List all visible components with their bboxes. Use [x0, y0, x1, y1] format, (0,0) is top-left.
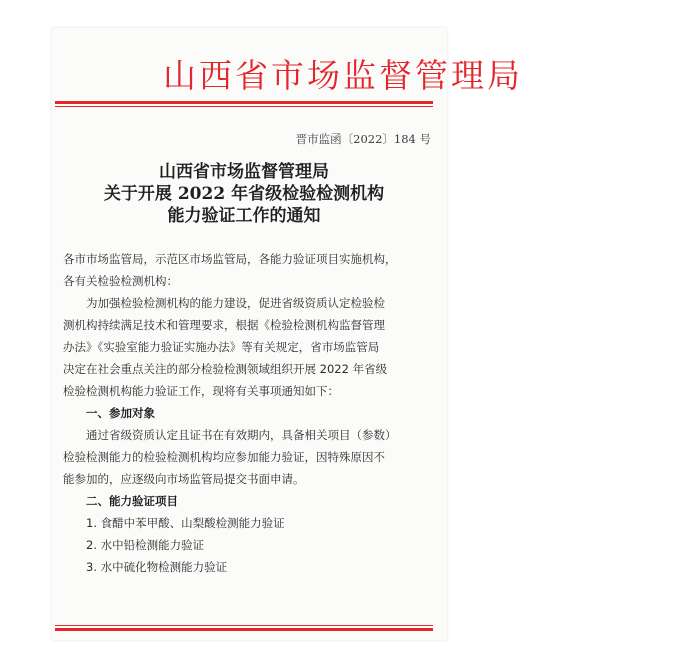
body-line: 为加强检验检测机构的能力建设，促进省级资质认定检验检: [86, 296, 385, 310]
document-title-line-3: 能力验证工作的通知: [167, 206, 321, 226]
list-item: 2. 水中铅检测能力验证: [86, 538, 205, 552]
body-line: 决定在社会重点关注的部分检验检测领域组织开展 2022 年省级: [63, 362, 388, 376]
section-heading: 二、能力验证项目: [86, 494, 178, 508]
body-line: 能参加的，应逐级向市场监管局提交书面申请。: [63, 472, 305, 486]
body-line: 各有关检验检测机构：: [63, 274, 178, 288]
body-line: 办法》《实验室能力验证实施办法》等有关规定，省市场监管局: [63, 340, 380, 354]
document-body: [63, 248, 431, 578]
body-line: 各市市场监管局，示范区市场监管局，各能力验证项目实施机构，: [63, 252, 397, 266]
footer-rule-thin: [55, 625, 433, 626]
letterhead-rule-thick: [55, 101, 433, 104]
body-line: 通过省级资质认定且证书在有效期内，具备相关项目（参数）: [86, 428, 397, 442]
list-item: 1. 食醋中苯甲酸、山梨酸检测能力验证: [86, 516, 285, 530]
list-item: 3. 水中硫化物检测能力验证: [86, 560, 228, 574]
body-line: 测机构持续满足技术和管理要求，根据《检验检测机构监督管理: [63, 318, 385, 332]
document-number: 晋市监函〔2022〕184 号: [295, 132, 431, 146]
document-title-line-2: 关于开展 2022 年省级检验检测机构: [103, 184, 385, 204]
section-heading: 一、参加对象: [86, 406, 155, 420]
body-line: 检验检测能力的检验检测机构均应参加能力验证，因特殊原因不: [63, 450, 385, 464]
document-title-line-1: 山西省市场监督管理局: [159, 162, 329, 182]
body-line: 检验检测机构能力验证工作，现将有关事项通知如下：: [63, 384, 339, 398]
letterhead-title: 山西省市场监督管理局: [163, 56, 523, 95]
footer-rule-thick: [55, 628, 433, 631]
letterhead-rule-thin: [55, 106, 433, 107]
